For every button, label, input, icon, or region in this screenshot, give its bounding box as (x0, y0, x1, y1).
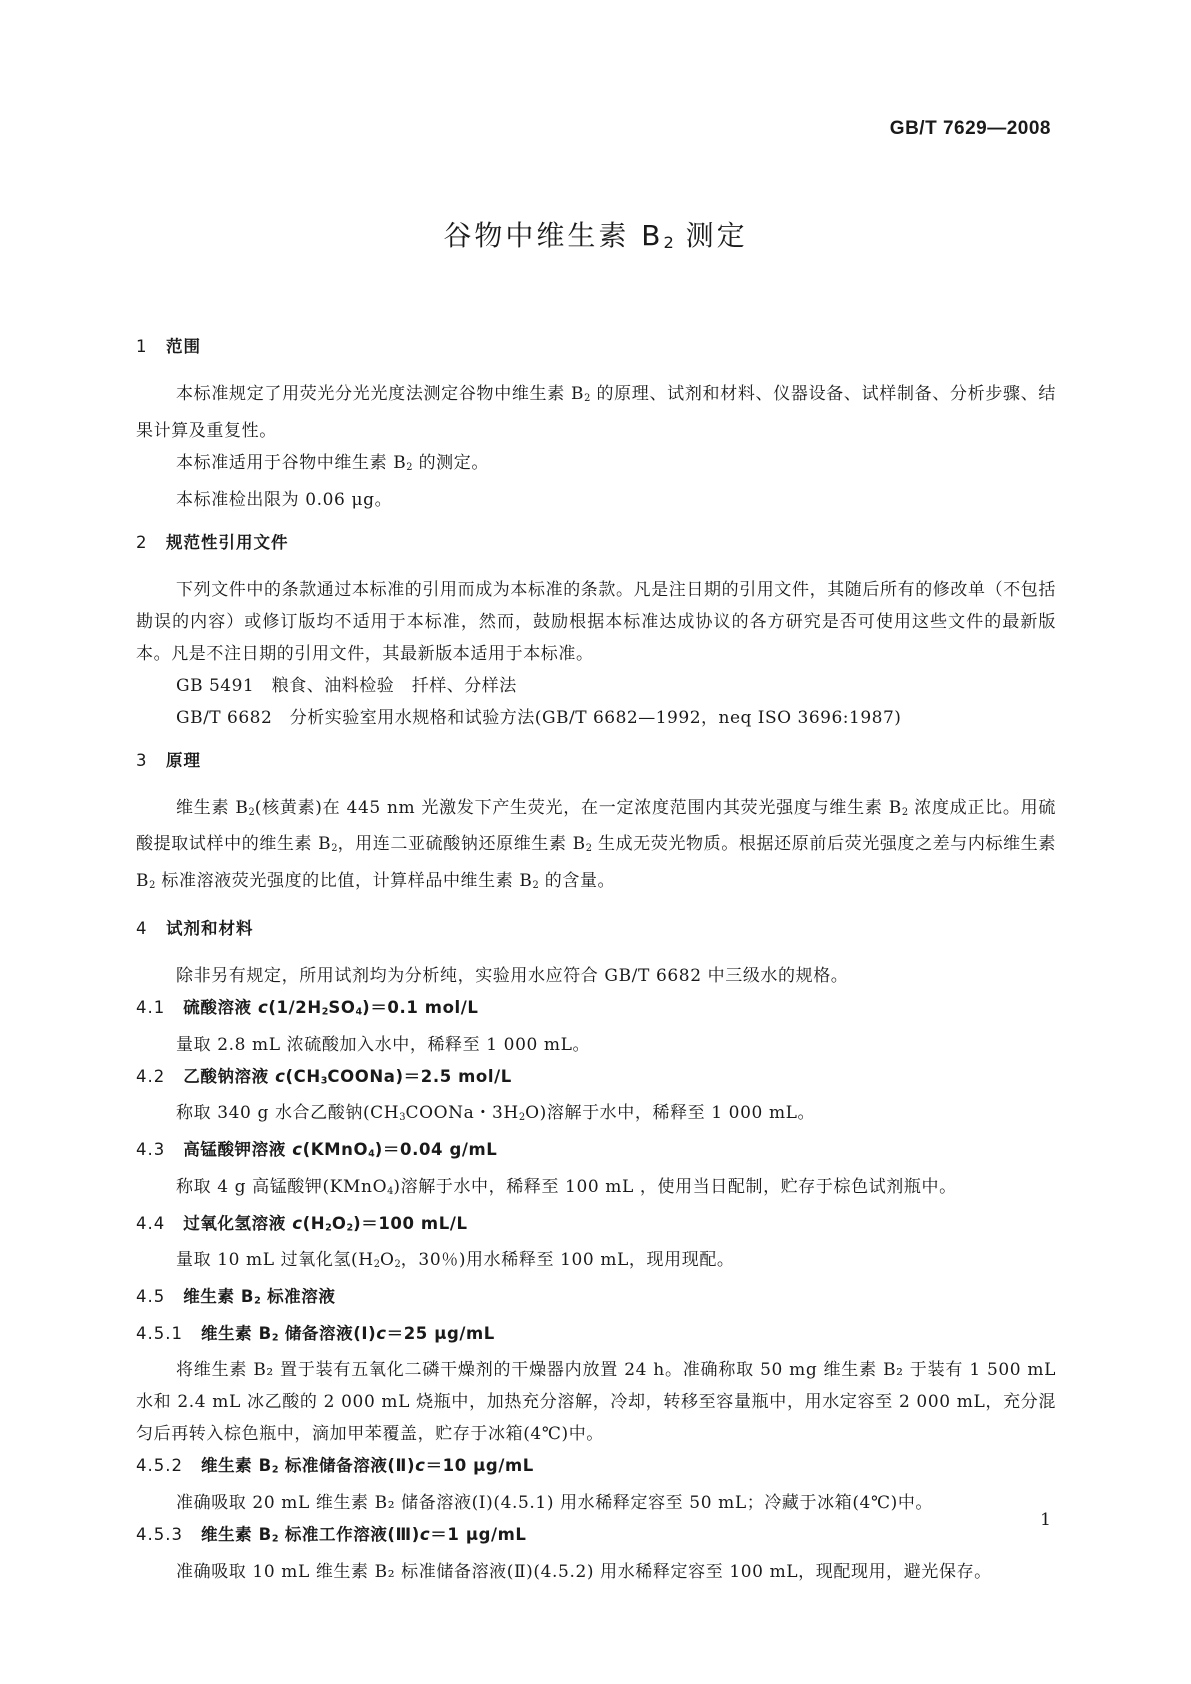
scope-paragraph-1: 本标准规定了用荧光分光光度法测定谷物中维生素 B2 的原理、试剂和材料、仪器设备、试样制备、分析步骤、结果计算及重复性。 (136, 384, 1056, 441)
reference-gbt6682: GB/T 6682 分析实验室用水规格和试验方法(GB/T 6682—1992，neq ISO 3696:1987) (176, 707, 902, 728)
item-4-5-3-heading: 4.5.3 维生素 B2 标准工作溶液(Ⅲ)c＝1 μg/mL (136, 1525, 527, 1545)
item-4-5-2-heading: 4.5.2 维生素 B2 标准储备溶液(Ⅱ)c＝10 μg/mL (136, 1456, 534, 1477)
document-body (136, 336, 1056, 1588)
item-4-3-heading: 4.3 高锰酸钾溶液 c(KMnO4)＝0.04 g/mL (136, 1140, 498, 1160)
item-4-4-heading: 4.4 过氧化氢溶液 c(H2O2)＝100 mL/L (136, 1213, 468, 1234)
normative-paragraph: 下列文件中的条款通过本标准的引用而成为本标准的条款。凡是注日期的引用文件，其随后所有的修改单（不包括勘误的内容）或修订版均不适用于本标准，然而，鼓励根据本标准达成协议的各方研究是否可使用这些文件的最新版本。凡是不注日期的引用文件，其最新版本适用于本标准。 (136, 579, 1056, 664)
item-4-5-2-text: 准确吸取 20 mL 维生素 B₂ 储备溶液(Ⅰ)(4.5.1) 用水稀释定容至 50 mL；冷藏于冰箱(4℃)中。 (176, 1493, 934, 1514)
section-2-heading: 2 规范性引用文件 (136, 532, 289, 552)
standard-code: GB/T 7629—2008 (889, 118, 1051, 139)
section-1-heading: 1 范围 (136, 337, 201, 356)
reagents-intro: 除非另有规定，所用试剂均为分析纯，实验用水应符合 GB/T 6682 中三级水的规格。 (176, 965, 849, 986)
document-title: 谷物中维生素 B2 测定 (443, 219, 748, 252)
page-number: 1 (1040, 1510, 1051, 1530)
item-4-5-1-text: 将维生素 B₂ 置于装有五氧化二磷干燥剂的干燥器内放置 24 h。准确称取 50 mg 维生素 B₂ 于装有 1 500 mL 水和 2.4 mL 冰乙酸的 2 000 mL 烧瓶中，加热充分溶解，冷却，转移至容量瓶中，用水定容至 2 000 mL，充分混匀后再转入棕色瓶中，滴加甲苯覆盖，贮存于冰箱(4℃)中。 (136, 1360, 1056, 1445)
item-4-1-text: 量取 2.8 mL 浓硫酸加入水中，稀释至 1 000 mL。 (176, 1034, 591, 1055)
reference-gb5491: GB 5491 粮食、油料检验 扦样、分样法 (176, 675, 517, 696)
item-4-5-heading: 4.5 维生素 B2 标准溶液 (136, 1287, 336, 1307)
scope-paragraph-3: 本标准检出限为 0.06 μg。 (176, 489, 393, 510)
principle-paragraph: 维生素 B2(核黄素)在 445 nm 光激发下产生荧光，在一定浓度范围内其荧光强度与维生素 B2 浓度成正比。用硫酸提取试样中的维生素 B2，用连二亚硫酸钠还原维生素 B2 生成无荧光物质。根据还原前后荧光强度之差与内标维生素 B2 标准溶液荧光强度的比值，计算样品中维生素 B2 的含量。 (136, 797, 1056, 892)
item-4-5-1-heading: 4.5.1 维生素 B2 储备溶液(Ⅰ)c＝25 μg/mL (136, 1323, 495, 1344)
item-4-5-3-text: 准确吸取 10 mL 维生素 B₂ 标准储备溶液(Ⅱ)(4.5.2) 用水稀释定容至 100 mL，现配现用，避光保存。 (176, 1561, 992, 1582)
item-4-4-text: 量取 10 mL 过氧化氢(H2O2，30％)用水稀释至 100 mL，现用现配。 (176, 1250, 735, 1271)
section-3-heading: 3 原理 (136, 750, 201, 770)
item-4-1-heading: 4.1 硫酸溶液 c(1/2H2SO4)＝0.1 mol/L (136, 997, 479, 1018)
section-4-heading: 4 试剂和材料 (136, 918, 254, 938)
item-4-3-text: 称取 4 g 高锰酸钾(KMnO4)溶解于水中，稀释至 100 mL ，使用当日配制，贮存于棕色试剂瓶中。 (176, 1176, 957, 1197)
item-4-2-text: 称取 340 g 水合乙酸钠(CH3COONa・3H2O)溶解于水中，稀释至 1 000 mL。 (176, 1103, 816, 1124)
item-4-2-heading: 4.2 乙酸钠溶液 c(CH3COONa)＝2.5 mol/L (136, 1066, 512, 1087)
scope-paragraph-2: 本标准适用于谷物中维生素 B2 的测定。 (176, 452, 489, 473)
